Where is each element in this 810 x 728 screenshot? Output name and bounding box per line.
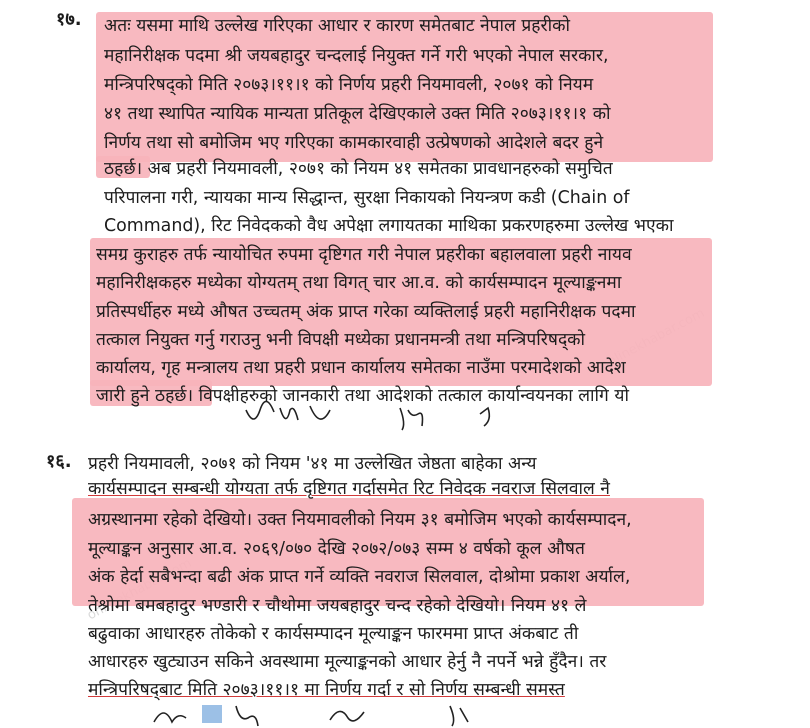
paragraph-17-line: तत्काल नियुक्त गर्नु गराउनु भनी विपक्षी मध्येका प्रधानमन्त्री तथा मन्त्रिपरिषद्‌को (96, 330, 586, 350)
paragraph-17-line: परिपालना गरी, न्यायका मान्य सिद्धान्त, सुरक्षा निकायको नियन्त्रण कडी (Chain of (104, 188, 630, 208)
paragraph-number: १७. (56, 9, 82, 30)
paragraph-17-line: Command), रिट निवेदकको वैध अपेक्षा लगायतका माथिका प्रकरणहरुमा उल्लेख भएका (104, 216, 674, 236)
paragraph-17-line: महानिरीक्षक पदमा श्री जयबहादुर चन्दलाई नियुक्त गर्ने गरी भएको नेपाल सरकार, (104, 46, 609, 66)
paragraph-16-line: मूल्याङ्कन अनुसार आ.व. २०६९/०७० देखि २०७२/०७३ सम्म ४ वर्षको कूल औषत (88, 539, 585, 559)
paragraph-17-line: जारी हुने ठहर्छ। विपक्षीहरुको जानकारी तथा आदेशको तत्काल कार्यान्वयनका लागि यो (96, 386, 629, 406)
paragraph-17-line: महानिरीक्षकहरु मध्येका योग्यतम्‌ तथा विगत्‌ चार आ.व. को कार्यसम्पादन मूल्याङ्कनमा (96, 273, 622, 293)
paragraph-17-line: ठहर्छ। अब प्रहरी नियमावली, २०७१ को नियम ४१ समेतका प्रावधानहरुको समुचित (104, 159, 613, 179)
signature-scribble (150, 700, 650, 728)
paragraph-17-line: मन्त्रिपरिषद्‌को मिति २०७३।११।१ को निर्णय प्रहरी नियमावली, २०७१ को नियम (104, 75, 594, 95)
signature-scribble (240, 400, 560, 434)
paragraph-17-line: कार्यालय, गृह मन्त्रालय तथा प्रहरी प्रधान कार्यालय समेतका नाउँमा परमादेशको आदेश (96, 358, 626, 378)
paragraph-17-line: अतः यसमा माथि उल्लेख गरिएका आधार र कारण समेतबाट नेपाल प्रहरीको (104, 16, 570, 36)
paragraph-17-line: समग्र कुराहरु तर्फ न्यायोचित रुपमा दृष्टिगत गरी नेपाल प्रहरीका बहालवाला प्रहरी नायव (96, 245, 632, 265)
paragraph-16-line: मन्त्रिपरिषद्‌बाट मिति २०७३।११।१ मा निर्णय गर्दा र सो निर्णय सम्बन्धी समस्त (88, 680, 565, 700)
paragraph-16-line: आधारहरु खुट्याउन सकिने अवस्थामा मूल्याङ्कनको आधार हेर्नु नै नपर्ने भन्ने हुँदैन। तर (88, 652, 607, 672)
paragraph-16-line: प्रहरी नियमावली, २०७१ को नियम '४१ मा उल्लेखित जेष्ठता बाहेका अन्य (88, 454, 537, 474)
paragraph-17-line: ४१ तथा स्थापित न्यायिक मान्यता प्रतिकूल देखिएकाले उक्त मिति २०७३।११।१ को (104, 104, 611, 124)
blue-mark (202, 705, 222, 723)
paragraph-16-line: कार्यसम्पादन सम्बन्धी योग्यता तर्फ दृष्टिगत गर्दासमेत रिट निवेदक नवराज सिलवाल नै (88, 479, 610, 499)
paragraph-16-line: अंक हेर्दा सबैभन्दा बढी अंक प्राप्त गर्ने व्यक्ति नवराज सिलवाल, दोश्रोमा प्रकाश अर्याल, (88, 567, 631, 587)
paragraph-number: १६. (46, 451, 72, 472)
paragraph-16-line: तेश्रोमा बमबहादुर भण्डारी र चौथोमा जयबहादुर चन्द रहेको देखियो। नियम ४१ ले (88, 596, 587, 616)
paragraph-17-line: निर्णय तथा सो बमोजिम भए गरिएका कामकारवाही उत्प्रेषणको आदेशले बदर हुने (104, 133, 604, 153)
paragraph-16-line: अग्रस्थानमा रहेको देखियो। उक्त नियमावलीको नियम ३१ बमोजिम भएको कार्यसम्पादन, (88, 510, 632, 530)
paragraph-16-line: बढुवाका आधारहरु तोकेको र कार्यसम्पादन मूल्याङ्कन फारममा प्राप्त अंकबाट ती (88, 624, 579, 644)
paragraph-17-line: प्रतिस्पर्धीहरु मध्ये औषत उच्चतम्‌ अंक प्राप्त गरेका व्यक्तिलाई प्रहरी महानिरीक्षक पदमा (96, 302, 636, 322)
